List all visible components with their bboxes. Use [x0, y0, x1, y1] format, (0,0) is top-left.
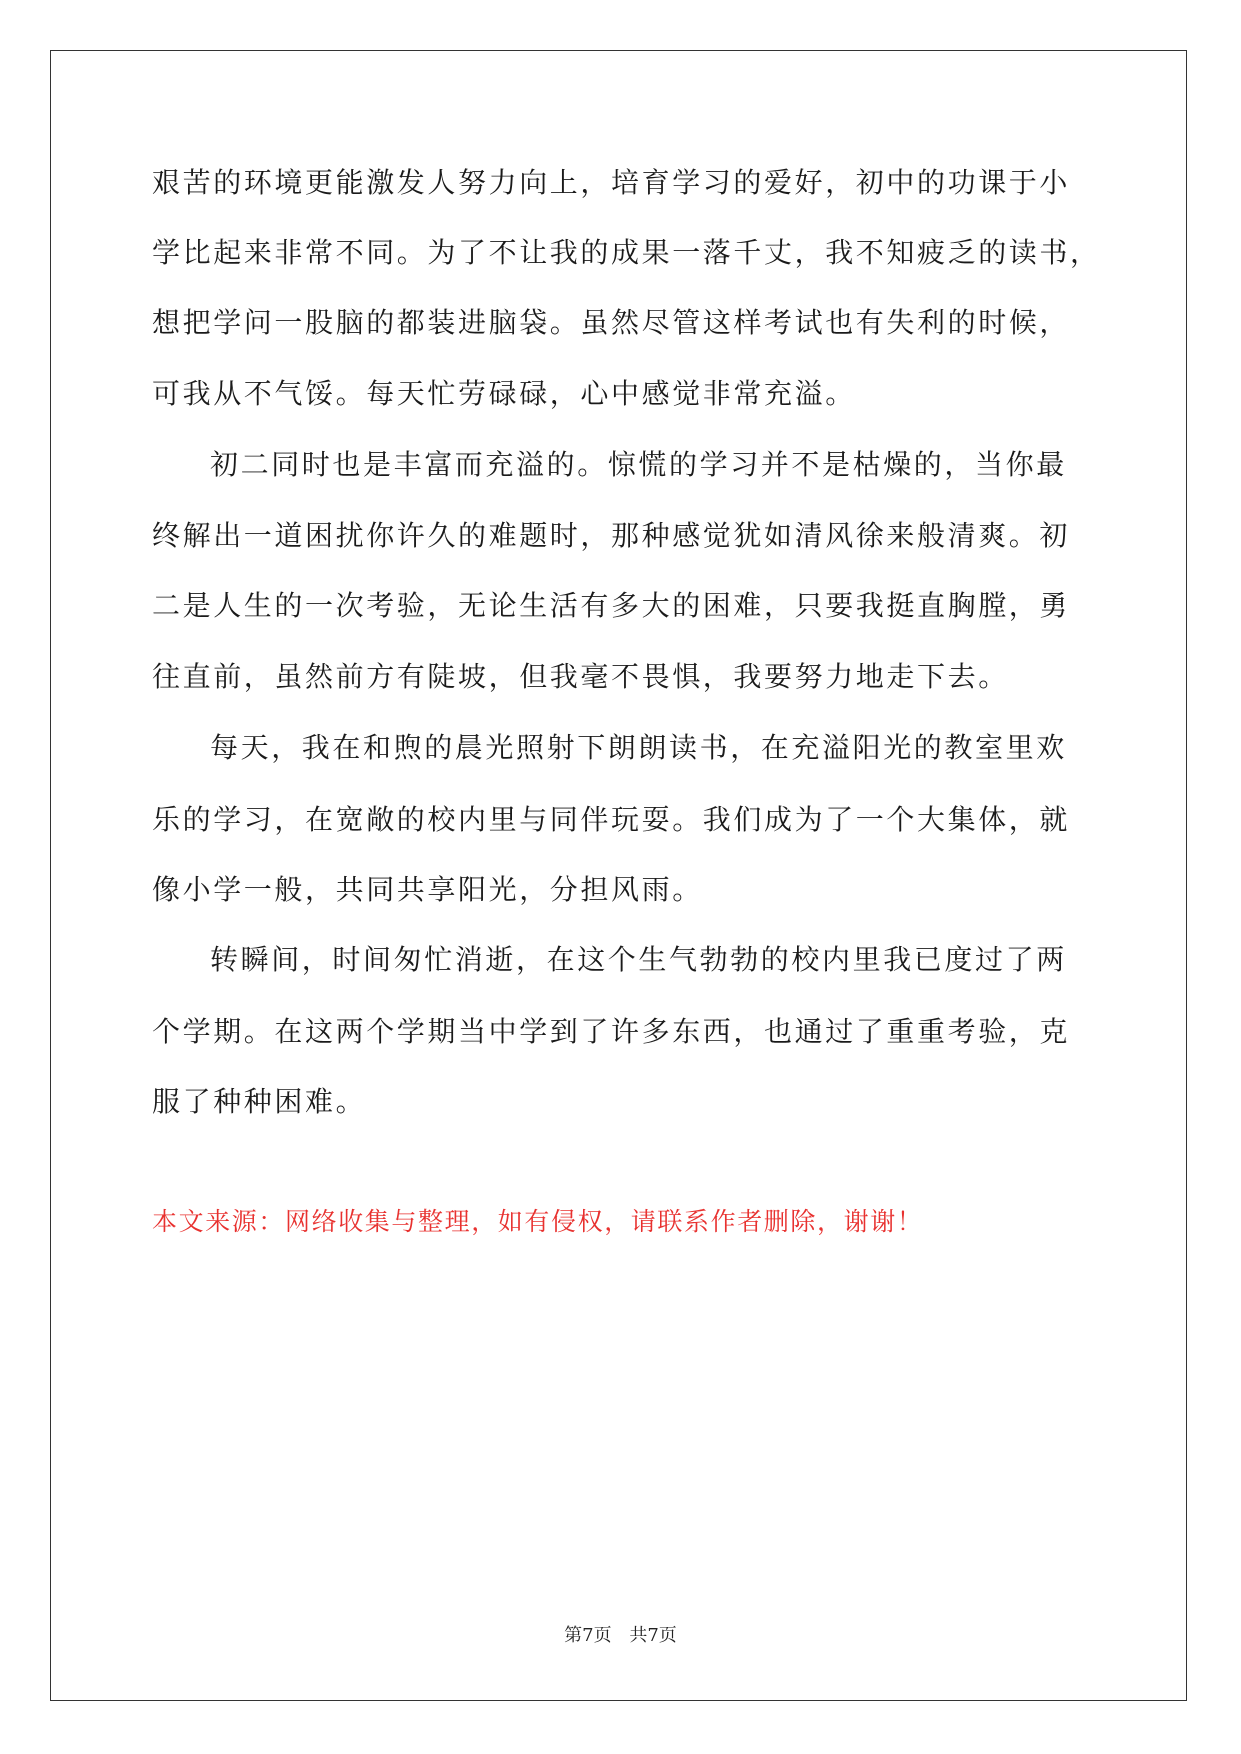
- paragraph-1-line-4: 可我从不气馁。每天忙劳碌碌，心中感觉非常充溢。: [152, 377, 856, 410]
- paragraph-3-line-1: 每天，我在和煦的晨光照射下朗朗读书，在充溢阳光的教室里欢: [210, 731, 1067, 764]
- page-number-total: 共7页: [629, 1625, 677, 1646]
- paragraph-4-line-1: 转瞬间，时间匆忙消逝，在这个生气勃勃的校内里我已度过了两: [210, 943, 1067, 976]
- paragraph-2-line-1: 初二同时也是丰富而充溢的。惊慌的学习并不是枯燥的，当你最: [210, 448, 1067, 481]
- source-note: 本文来源：网络收集与整理，如有侵权，请联系作者删除，谢谢！: [152, 1207, 924, 1236]
- paragraph-1-line-1: 艰苦的环境更能激发人努力向上，培育学习的爱好，初中的功课于小: [152, 166, 1071, 199]
- paragraph-4-line-2: 个学期。在这两个学期当中学到了许多东西，也通过了重重考验，克: [152, 1015, 1071, 1048]
- paragraph-1-line-2: 学比起来非常不同。为了不让我的成果一落千丈，我不知疲乏的读书，: [152, 236, 1101, 269]
- paragraph-2-line-2: 终解出一道困扰你许久的难题时，那种感觉犹如清风徐来般清爽。初: [152, 519, 1071, 552]
- paragraph-2-line-3: 二是人生的一次考验，无论生活有多大的困难，只要我挺直胸膛，勇: [152, 589, 1071, 622]
- paragraph-1-line-3: 想把学问一股脑的都装进脑袋。虽然尽管这样考试也有失利的时候，: [152, 306, 1071, 339]
- paragraph-3-line-3: 像小学一般，共同共享阳光，分担风雨。: [152, 873, 703, 906]
- paragraph-4-line-3: 服了种种困难。: [152, 1085, 367, 1118]
- paragraph-3-line-2: 乐的学习，在宽敞的校内里与同伴玩耍。我们成为了一个大集体，就: [152, 803, 1071, 836]
- page-number-current: 第7页: [564, 1625, 612, 1646]
- page-footer: [0, 1621, 1241, 1647]
- paragraph-2-line-4: 往直前，虽然前方有陡坡，但我毫不畏惧，我要努力地走下去。: [152, 660, 1009, 693]
